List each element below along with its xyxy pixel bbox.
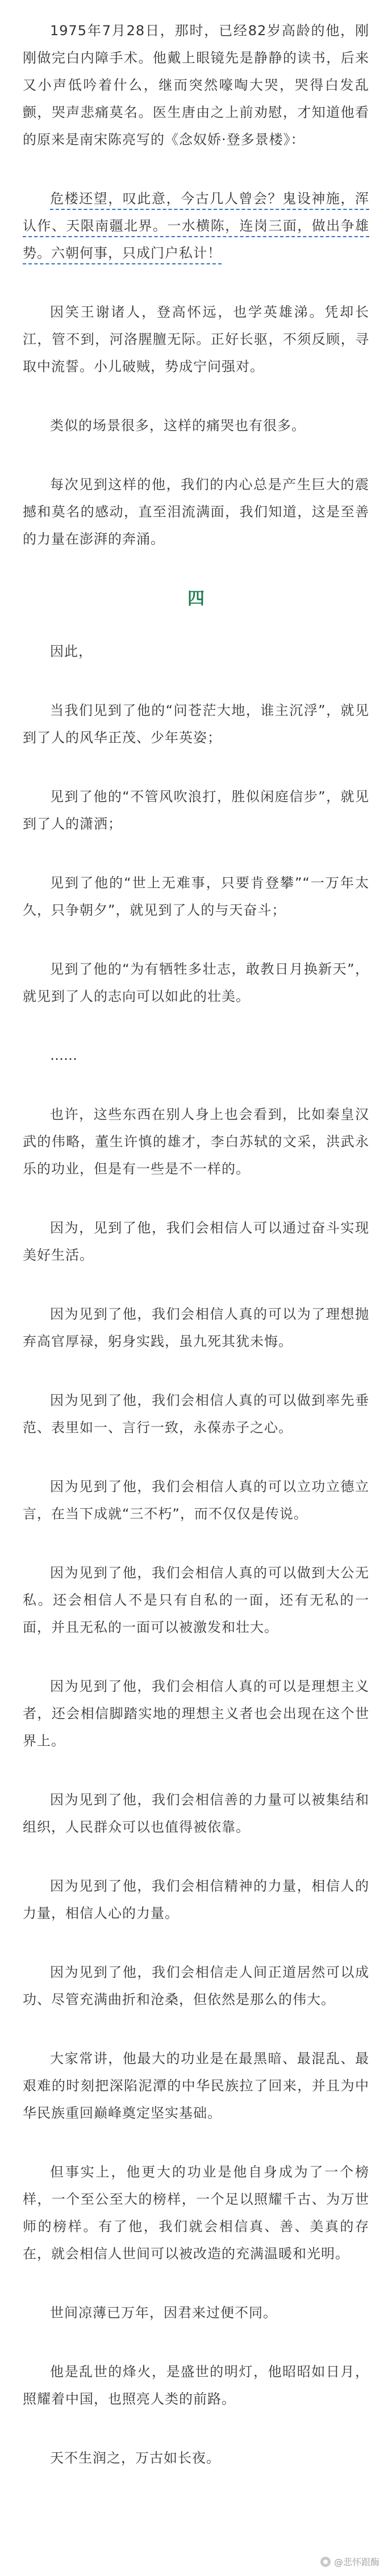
- poem-quote: [23, 185, 369, 267]
- paragraph-4: 每次见到这样的他，我们的内心总是产生巨大的震撼和莫名的感动，直至泪流满面，我们知道，这是至善的力量在澎湃的奔涌。: [23, 477, 369, 547]
- paragraph-19: 因为见到了他，我们会相信走人间正道居然可以成功、尽管充满曲折和沧桑，但依然是那么的伟大。: [23, 1964, 369, 2007]
- paragraph-11: 因为，见到了他，我们会相信人可以通过奋斗实现美好生活。: [23, 1220, 369, 1263]
- poem-quote-text: 危楼还望，叹此意，今古几人曾会？鬼设神施，浑认作、天限南疆北界。一水横陈，连岗三面，做出争雄势。六朝何事，只成门户私计！: [23, 191, 369, 264]
- paragraph-10: 也许，这些东西在别人身上也会看到，比如秦皇汉武的伟略，董生许慎的雄才，李白苏轼的文采，洪武永乐的功业，但是有一些是不一样的。: [23, 1106, 369, 1177]
- paragraph-2: 因笑王谢诸人，登高怀远，也学英雄涕。凭却长江，管不到，河洛腥膻无际。正好长驱，不须反顾，寻取中流誓。小儿破贼，势成宁问强对。: [23, 304, 369, 374]
- paragraph-6: 当我们见到了他的“问苍茫大地，谁主沉浮”，就见到了人的风华正茂、少年英姿；: [23, 702, 369, 746]
- paragraph-8: 见到了他的“世上无难事，只要肯登攀”“一万年太久，只争朝夕”，就见到了人的与天奋斗；: [23, 875, 369, 918]
- paragraph-18: 因为见到了他，我们会相信精神的力量，相信人的力量，相信人心的力量。: [23, 1878, 369, 1921]
- paragraph-22: 世间凉薄已万年，因君来过便不同。: [50, 2305, 277, 2321]
- section-heading-four: 四: [187, 589, 205, 609]
- paragraph-13: 因为见到了他，我们会相信人真的可以做到率先垂范、表里如一、言行一致，永葆赤子之心。: [23, 1392, 369, 1436]
- paragraph-16: 因为见到了他，我们会相信人真的可以是理想主义者，还会相信脚踏实地的理想主义者也会出现在这个世界上。: [23, 1678, 369, 1749]
- paragraph-21: 但事实上，他更大的功业是他自身成为了一个榜样，一个至公至大的榜样，一个足以照耀千古、为万世师的榜样。有了他，我们就会相信真、善、美真的存在，就会相信人世间可以被改造的充满温暖和光明。: [23, 2164, 369, 2262]
- paragraph-9: 见到了他的“为有牺牲多壮志，敢教日月换新天”，就见到了人的志向可以如此的壮美。: [23, 961, 369, 1004]
- paragraph-3: 类似的场景很多，这样的痛哭也有很多。: [50, 418, 306, 433]
- paragraph-23: 他是乱世的烽火，是盛世的明灯，他昭昭如日月，照耀着中国，也照亮人类的前路。: [23, 2364, 369, 2407]
- weibo-icon: [320, 2557, 331, 2567]
- paragraph-12: 因为见到了他，我们会相信人真的可以为了理想抛弃高官厚禄，躬身实践，虽九死其犹未悔。: [23, 1306, 369, 1349]
- paragraph-14: 因为见到了他，我们会相信人真的可以立功立德立言，在当下成就“三不朽”，而不仅仅是传说。: [23, 1479, 369, 1522]
- paragraph-24: 天不生润之，万古如长夜。: [50, 2450, 220, 2466]
- paragraph-7: 见到了他的“不管风吹浪打，胜似闲庭信步”，就见到了人的潇洒；: [23, 789, 369, 832]
- watermark-text: @悲怀跟酶: [333, 2557, 380, 2567]
- paragraph-5: 因此，: [50, 643, 93, 659]
- paragraph-17: 因为见到了他，我们会相信善的力量可以被集结和组织，人民群众可以也值得被依靠。: [23, 1792, 369, 1835]
- paragraph-15: 因为见到了他，我们会相信人真的可以做到大公无私。还会相信人不是只有自私的一面，还有无私的一面，并且无私的一面可以被激发和壮大。: [23, 1565, 369, 1635]
- paragraph-1: 1975年7月28日，那时，已经82岁高龄的他，刚刚做完白内障手术。他戴上眼镜先是静静的读书，后来又小声低吟着什么，继而突然嚎啕大哭，哭得白发乱颤，哭声悲痛莫名。医生唐由之上前劝慰，才知道他看的原来是南宋陈亮写的《念奴娇·登多景楼》：: [23, 23, 369, 148]
- paragraph-20: 大家常讲，他最大的功业是在最黑暗、最混乱、最艰难的时刻把深陷泥潭的中华民族拉了回来，并且为中华民族重回巅峰奠定坚实基础。: [23, 2051, 369, 2121]
- ellipsis: ……: [50, 1047, 77, 1063]
- watermark: [320, 2555, 380, 2568]
